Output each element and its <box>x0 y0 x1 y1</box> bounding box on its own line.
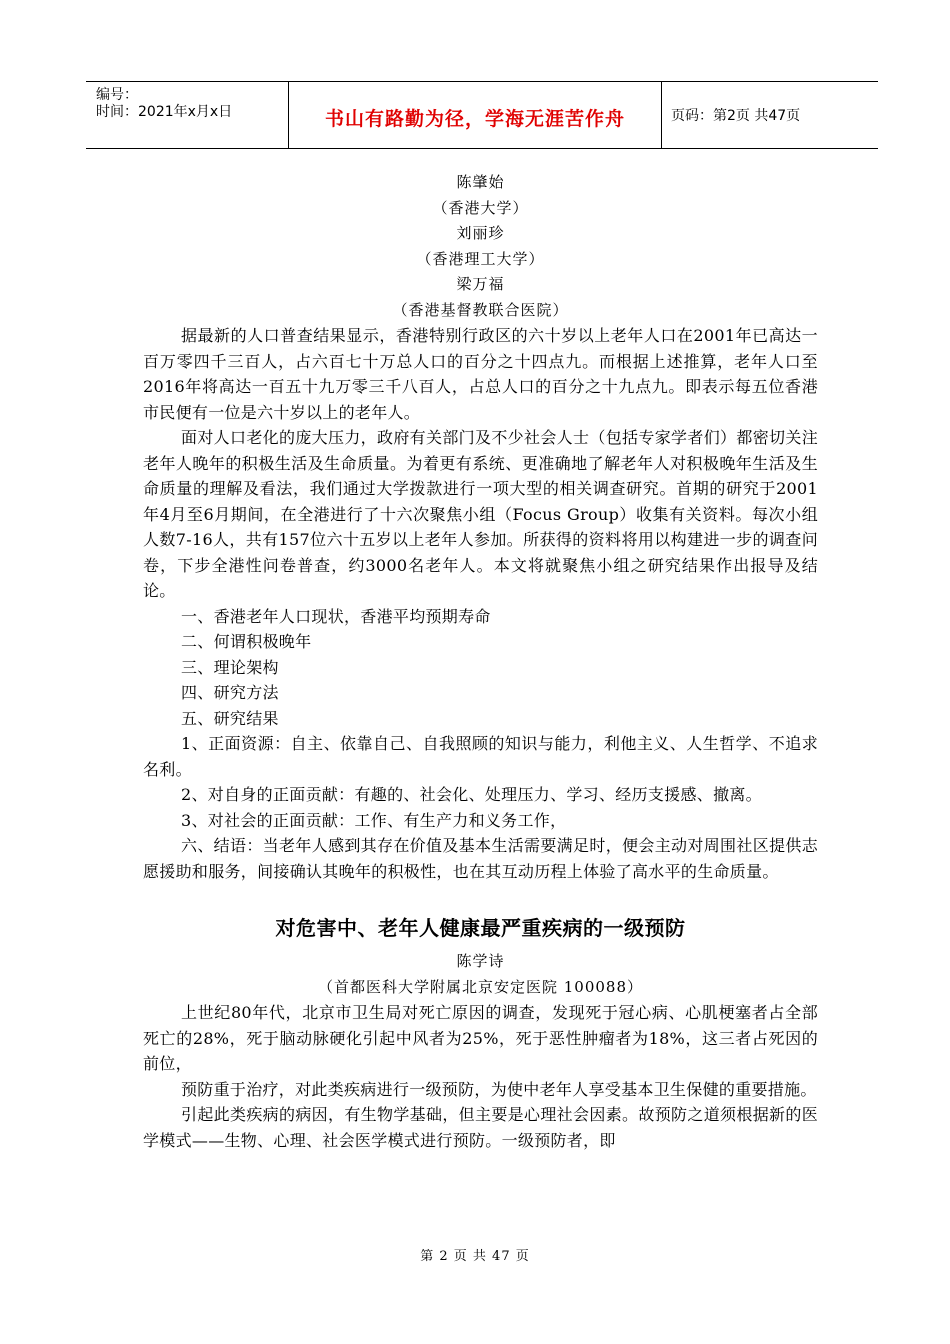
author-affiliation: （香港理工大学） <box>416 249 545 268</box>
result-item: 1、正面资源：自主、依靠自己、自我照顾的知识与能力，利他主义、人生哲学、不追求名利。 <box>143 734 818 779</box>
paragraph: 预防重于治疗，对此类疾病进行一级预防，为使中老年人享受基本卫生保健的重要措施。 <box>181 1079 817 1099</box>
page-info: 页码：第2页 共47页 <box>671 108 801 124</box>
outline-item: 五、研究结果 <box>181 708 279 728</box>
result-item: 3、对社会的正面贡献：工作、有生产力和义务工作， <box>181 810 567 830</box>
header-info-cell <box>86 82 288 148</box>
author-affiliation: （香港基督教联合医院） <box>392 300 569 319</box>
time-label: 时间：2021年x月x日 <box>96 104 233 120</box>
author-name: 刘丽珍 <box>456 224 505 242</box>
paragraph: 上世纪80年代，北京市卫生局对死亡原因的调查，发现死于冠心病、心肌梗塞者占全部死亡的28%，死于脑动脉硬化引起中风者为25%，死于恶性肿瘤者为18%，这三者占死因的前位， <box>143 1003 818 1073</box>
page-content <box>143 170 818 1153</box>
paragraph: 引起此类疾病的病因，有生物学基础，但主要是心理社会因素。故预防之道须根据新的医学模式——生物、心理、社会医学模式进行预防。一级预防者，即 <box>143 1105 818 1150</box>
outline-item: 三、理论架构 <box>181 657 279 677</box>
author-affiliation: （香港大学） <box>432 198 529 217</box>
document-header <box>86 81 878 149</box>
conclusion-paragraph: 六、结语：当老年人感到其存在价值及基本生活需要满足时，便会主动对周围社区提供志愿援助和服务，间接确认其晚年的积极性，也在其互动历程上体验了高水平的生命质量。 <box>143 836 818 881</box>
header-motto-cell <box>288 82 662 148</box>
author-name: 梁万福 <box>456 275 505 293</box>
article-title: 对危害中、老年人健康最严重疾病的一级预防 <box>275 916 686 940</box>
outline-item: 一、香港老年人口现状，香港平均预期寿命 <box>181 606 491 626</box>
paragraph: 面对人口老化的庞大压力，政府有关部门及不少社会人士（包括专家学者们）都密切关注老年人晚年的积极生活及生命质量。为着更有系统、更准确地了解老年人对积极晚年生活及生命质量的理解及看法，我们通过大学拨款进行一项大型的相关调查研究。首期的研究于2001年4月至6月期间，在全港进行了十六次聚焦小组（Focus Group）收集有关资料。每次小组人数7-16人，共有157位六十五岁以上老年人参加。所获得的资料将用以构建进一步的调查问卷，下步全港性问卷普查，约3000名老年人。本文将就聚焦小组之研究结果作出报导及结论。 <box>143 428 818 600</box>
header-page-cell <box>661 82 878 148</box>
page-footer: 第 2 页 共 47 页 <box>420 1249 530 1264</box>
outline-item: 二、何谓积极晚年 <box>181 632 312 651</box>
serial-label: 编号： <box>96 87 138 103</box>
paragraph: 据最新的人口普查结果显示，香港特别行政区的六十岁以上老年人口在2001年已高达一百万零四千三百人，占六百七十万总人口的百分之十四点九。而根据上述推算，老年人口至2016年将高达一百五十九万零三千八百人，占总人口的百分之十九点九。即表示每五位香港市民便有一位是六十岁以上的老年人。 <box>143 326 818 422</box>
result-item: 2、对自身的正面贡献：有趣的、社会化、处理压力、学习、经历支援感、撤离。 <box>181 785 762 804</box>
outline-item: 四、研究方法 <box>181 683 279 702</box>
author-name: 陈肇始 <box>456 173 505 191</box>
author-name: 陈学诗 <box>456 952 505 970</box>
author-affiliation: （首都医科大学附属北京安定医院 100088） <box>317 977 644 996</box>
motto-text: 书山有路勤为径，学海无涯苦作舟 <box>324 108 625 130</box>
